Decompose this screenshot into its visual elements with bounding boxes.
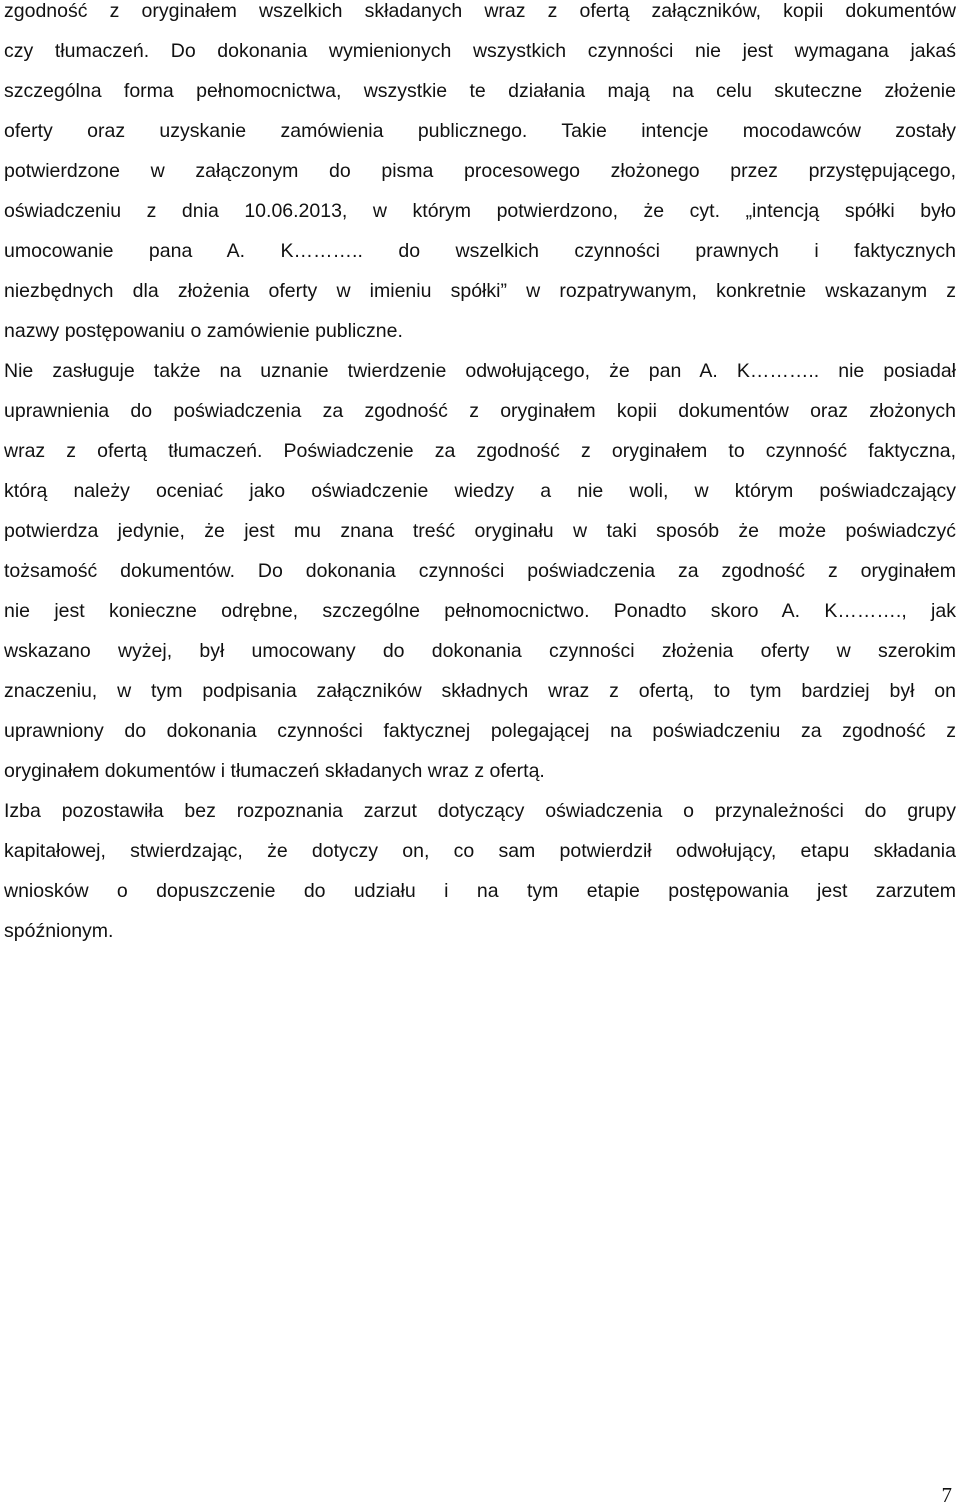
text-line: którą należy oceniać jako oświadczenie wiedzy a nie woli, w którym poświadczający (4, 480, 956, 502)
text-line: oświadczeniu z dnia 10.06.2013, w którym potwierdzono, że cyt. „intencją spółki było (4, 200, 956, 222)
text-line: nazwy postępowaniu o zamówienie publiczne. (4, 320, 403, 342)
page-number: 7 (941, 1483, 952, 1507)
text-line: oferty oraz uzyskanie zamówienia publicznego. Takie intencje mocodawców zostały (4, 120, 956, 142)
text-line: uprawniony do dokonania czynności faktycznej polegającej na poświadczeniu za zgodność z (4, 720, 956, 742)
text-line: Izba pozostawiła bez rozpoznania zarzut dotyczący oświadczenia o przynależności do grupy (4, 800, 956, 822)
text-line: zgodność z oryginałem wszelkich składanych wraz z ofertą załączników, kopii dokumentów (4, 0, 956, 22)
text-line: wniosków o dopuszczenie do udziału i na tym etapie postępowania jest zarzutem (4, 880, 956, 902)
text-line: umocowanie pana A. K……….. do wszelkich czynności prawnych i faktycznych (4, 240, 956, 262)
text-line: oryginałem dokumentów i tłumaczeń składanych wraz z ofertą. (4, 760, 545, 782)
text-line: niezbędnych dla złożenia oferty w imieniu spółki” w rozpatrywanym, konkretnie wskazanym z (4, 280, 956, 302)
text-line: wraz z ofertą tłumaczeń. Poświadczenie za zgodność z oryginałem to czynność faktyczna, (4, 440, 956, 462)
text-line: potwierdza jedynie, że jest mu znana treść oryginału w taki sposób że może poświadczyć (4, 520, 956, 542)
text-line: tożsamość dokumentów. Do dokonania czynności poświadczenia za zgodność z oryginałem (4, 560, 956, 582)
document-body (4, 0, 956, 951)
text-line: znaczeniu, w tym podpisania załączników składnych wraz z ofertą, to tym bardziej był on (4, 680, 956, 702)
text-line: szczególna forma pełnomocnictwa, wszystkie te działania mają na celu skuteczne złożenie (4, 80, 956, 102)
text-line: czy tłumaczeń. Do dokonania wymienionych wszystkich czynności nie jest wymagana jakaś (4, 40, 956, 62)
text-line: kapitałowej, stwierdzając, że dotyczy on, co sam potwierdził odwołujący, etapu składania (4, 840, 956, 862)
text-line: nie jest konieczne odrębne, szczególne pełnomocnictwo. Ponadto skoro A. K………., jak (4, 600, 956, 622)
text-line: wskazano wyżej, był umocowany do dokonania czynności złożenia oferty w szerokim (4, 640, 956, 662)
text-line: spóźnionym. (4, 920, 114, 942)
text-line: Nie zasługuje także na uznanie twierdzenie odwołującego, że pan A. K……….. nie posiadał (4, 360, 956, 382)
text-line: uprawnienia do poświadczenia za zgodność z oryginałem kopii dokumentów oraz złożonych (4, 400, 956, 422)
text-line: potwierdzone w załączonym do pisma procesowego złożonego przez przystępującego, (4, 160, 956, 182)
